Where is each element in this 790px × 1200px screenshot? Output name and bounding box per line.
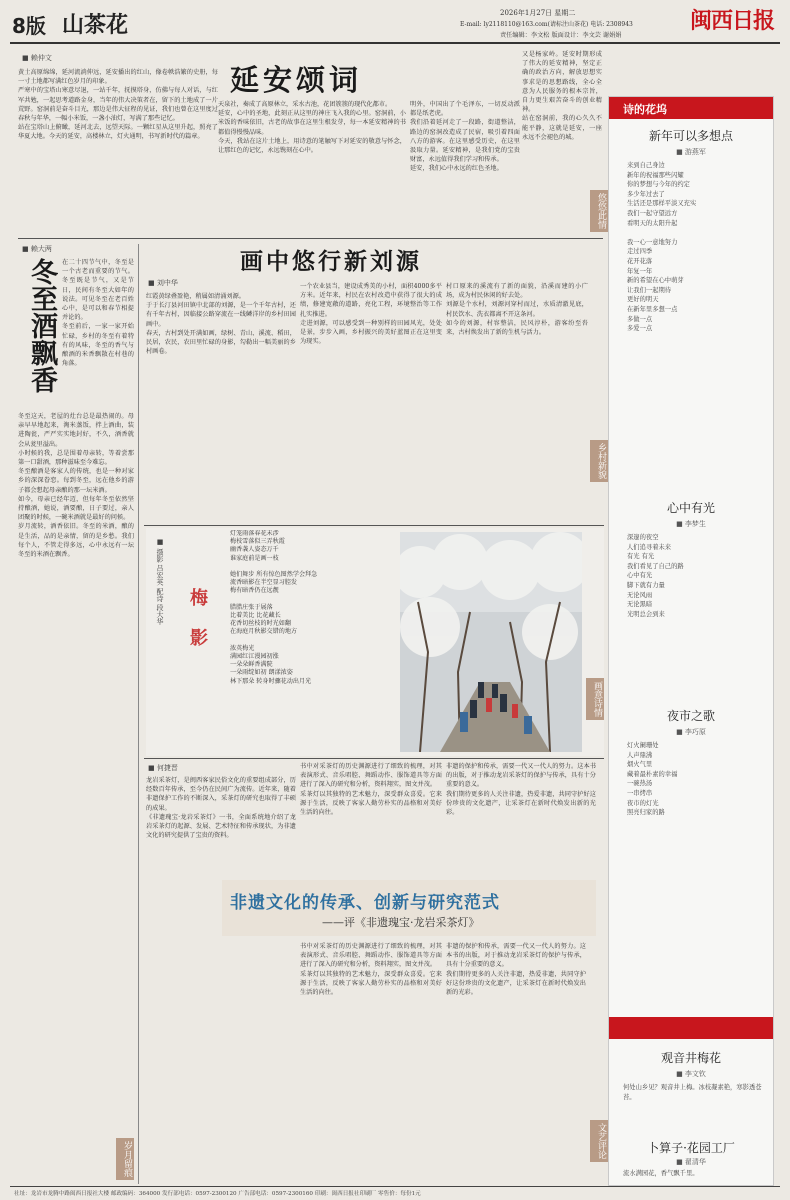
article-column: 非遗的保护和传承，需要一代又一代人的努力。这本书的出版，对于推动龙岩采茶灯的保护与传承，具有十分重要的意义。 我们期待更多的人关注非遗，热爱非遗，共同守护好这份珍贵的文化遗产，让采茶灯在新时代焕发出新的光彩。 <box>446 763 596 817</box>
article-title: 冬至酒飘香 <box>26 258 57 393</box>
poem-author: ■ 李巧原 <box>676 728 706 736</box>
poem-author: ■ 李文钦 <box>676 1070 706 1078</box>
sidebar-title-bar <box>609 97 773 119</box>
article-column: 明外，中国出了个毛泽东，一切反动派都是纸老虎。 我们沿着延河走了一段路，街道整洁，路边的窑洞改造成了民宿，吸引着四面八方的游客。在这里感受历史，在这里汲取力量。延安精神，是我们党的宝贵财富，永远值得我们学习和传承。 延安，我们心中永远的红色圣地。 <box>410 101 520 173</box>
article-title: 画中悠行新刘源 <box>240 248 422 275</box>
article-author: ■ 赖大两 <box>22 245 52 253</box>
poem-text: 流水满园花，香气飘千里。 <box>623 1170 699 1177</box>
sidebar-section-title: 诗的花坞 <box>623 103 667 116</box>
page-num: 8版 <box>12 14 46 38</box>
section-tag: 乡村新貌 <box>590 440 608 482</box>
article-title: 非遗文化的传承、创新与研究范式 <box>230 893 500 913</box>
header-rule <box>10 42 780 44</box>
section-tag: 文艺评论 <box>590 1120 608 1162</box>
footer-text: 社址：龙岩市龙腾中路闽西日报社大楼 邮政编码：364000 发行部电话：0597-2300120 广告部电话：0597-2300160 印刷：闽西日报社印刷厂 零售价：每份1元 <box>14 1191 421 1197</box>
photo-image <box>400 532 582 752</box>
article-column: 又是杨家岭。延安时期形成了伟大的延安精神，坚定正确的政治方向，解放思想实事求是的思想路线，全心全意为人民服务的根本宗旨，自力更生艰苦奋斗的创业精神。 站在窑洞前，我的心久久不能平静，这就是延安，一座永远不会褪色的城。 <box>522 51 602 141</box>
article-column: 黄土高原绵绵，延河流淌伸远，延安播出的红山，像卷帙浩繁的史册，每一寸土地都写满红色岁月的印象。 严寒中的宝塔山寒意尽退，一站千年，抚摸塔身，仿佛与每人对话，与红军共勉，一起思考道路金身，当年的伟大决策者在，留下的土地成了一片荒野。窑洞前是奋斗目光，那边是伟大征程的见证，我们也曾在这里度过春秋与年华，一幅小米饭，一盏小油灯，写满了那些记忆。 站在宝塔山上俯瞰，延河北去，远望天际。一颗红星从这里升起，照亮了华夏大地。今天的延安，高楼林立，灯火通明，书写新时代的篇章。 <box>18 69 218 141</box>
divider <box>138 244 139 1184</box>
article-column: 天泉社，奏成了高原林立，采水古池，花团簇簇的现代化都市。 延安，心中的圣地，此刻正从这里的神庄飞入我的心里。窑洞前，小米饭的香味依旧，古老的故事在这里生根发芽，每一本延安精神的书都值得慢慢品味。 今天，我站在这片土地上，用诗意的笔触写下对延安的敬意与怀念，让那红色的记忆，永远镌刻在心中。 <box>218 101 406 155</box>
section-tag: 画意诗情 <box>586 678 604 720</box>
photo-caption-title: 梅 影 <box>187 588 208 655</box>
photo-poem: 灯笼雨落春花未涉 梅枝雪落似三弄秋霞 幽香袭人姿态万千 谁家庭前是画一枝 她们舞步 所有惊色图然学会拜急 流香暗影在半空显习腔发 梅有暗香仍在远靓 腊腊庄张于展落 比着美比 比花藏长 花香切丝枝的时光如翻 在海庭月秋影交错的地方 浓英梅光 满园红江漫园初涨 一朵朵鲜香满院 一朵雨绽如初 朗漾浓姿 林下那朵 转身时骤花动出月光 <box>230 530 318 685</box>
poem-text: 深邃的夜空 人们追寻着未来 有光 有光 我们看见了自己的路 心中有光 脚下就有力量 无论风雨 无论黑暗 光明总会到来 <box>627 534 684 618</box>
article-author: ■ 刘中华 <box>148 279 178 287</box>
newspaper-logo: 闽西日报 <box>690 8 775 34</box>
divider <box>18 238 603 239</box>
article-column: 冬至这天，老屋的灶台总是最热闹的。母亲早早地起来，淘米蒸饭，拌上酒曲，装进陶瓮，严严实实地封好，不久，酒香就会从瓮里溢出。 小时候的我，总是围着母亲转，等着尝那第一口甜酒，那种滋味至今难忘。 冬至酿酒是客家人的传统，也是一种对家乡的深深眷恋。每到冬至，远在他乡的游子都会想起母亲酿的那一坛米酒。 如今，母亲已经年迈，但每年冬至依然坚持酿酒，她说，酒要酿，日子要过，亲人团聚的时候，一碗米酒就是最好的问候。 岁月流转，酒香依旧。冬至的米酒，酿的是生活，品的是亲情，留的是乡愁。我们每个人，不管走得多远，心中永远有一坛冬至的米酒在飘香。 <box>18 413 134 559</box>
header <box>0 0 790 44</box>
poem-title: 心中有光 <box>666 501 715 515</box>
article-column: 非遗的保护和传承，需要一代又一代人的努力。这本书的出版，对于推动龙岩采茶灯的保护与传承，具有十分重要的意义。 我们期待更多的人关注非遗，热爱非遗，共同守护好这份珍贵的文化遗产，让采茶灯在新时代焕发出新的光彩。 <box>446 943 586 997</box>
article-column: 龙岩采茶灯，是闽西客家民俗文化的重要组成部分，历经数百年传承，至今仍在民间广为流传。近年来，随着非遗保护工作的不断深入，采茶灯的研究也取得了丰硕的成果。 《非遗瑰宝·龙岩采茶灯》一书，全面系统地介绍了龙岩采茶灯的起源、发展、艺术特征和传承现状，为非遗文化的研究提供了宝贵的资料。 <box>146 777 296 840</box>
poem-title: 新年可以多想点 <box>648 129 733 143</box>
article-title: 延安颂词 <box>230 63 363 97</box>
header-contact: E-mail: ly2118110@163.com(请标注山茶花) 电话: 2308943 <box>460 21 633 28</box>
poem-author: ■ 李梦生 <box>676 520 706 528</box>
article-column: 村口原来的溪流有了新的面貌，沿溪而建的小广场，成为村民休闲的好去处。 刘源是个水村，刘源河穿村而过，水质清澈见底，村民饮水、洗衣都离不开这条河。 如今的刘源，村容整洁，民风淳朴，游客纷至沓来，古村焕发出了新的生机与活力。 <box>446 283 588 337</box>
article-column: 书中对采茶灯的历史渊源进行了细致的梳理，对其表演形式、音乐唱腔、舞蹈动作、服饰道具等方面进行了深入的研究和分析，资料翔实，图文并茂。 采茶灯以其独特的艺术魅力，深受群众喜爱。它来源于生活，反映了客家人勤劳朴实的品格和对美好生活的向往。 <box>300 943 442 997</box>
poem-text: 何处山乡见？观音井上梅。冰枝凝素艳，寒影透苍苔。 <box>623 1084 762 1101</box>
article-column: 在二十四节气中，冬至是一个古老而重要的节气。冬至既是节气，又是节日，民间有冬至大如年的说法。可见冬至在老百姓心中，是可以和春节相提并论的。 冬至前后，一家一家开始忙碌，乡村的冬至有着特有的风味，冬至的香气与酿酒的米香飘散在村巷的角落。 <box>62 259 134 368</box>
article-column: 一个农业县当，建设成秀美的小村，面积4000多平方米。近年来，村民在农村改造中获得了很大的成绩，修建宽敞的道路，亮化工程，环境整治等工作扎实推进。 走进刘源，可以感受到一种别样的田园风光，处处是景，步步入画，乡村振兴的美好蓝图正在这里变为现实。 <box>300 283 442 346</box>
article-title-banner <box>222 880 596 936</box>
poem-title: 观音井梅花 <box>660 1051 721 1065</box>
article-author: ■ 赖仲文 <box>22 54 52 62</box>
divider <box>144 525 604 526</box>
poem-author: ■ 游燕军 <box>676 148 706 156</box>
poem-text: 灯火阑珊处 人声鼎沸 烟火气里 藏着最朴素的幸福 一碗热汤 一串烤串 夜市的灯光 照亮归家的路 <box>627 742 678 817</box>
footer-rule <box>10 1186 780 1187</box>
section-name: 山茶花 <box>62 13 129 38</box>
poem-author: ■ 翟清华 <box>676 1158 706 1166</box>
header-date: 2026年1月27日 星期二 <box>500 9 576 17</box>
poem-title: 夜市之歌 <box>666 709 715 723</box>
section-tag: 岁月留痕 <box>116 1138 134 1180</box>
sidebar-title-bar <box>609 1017 773 1039</box>
article-column: 书中对采茶灯的历史渊源进行了细致的梳理，对其表演形式、音乐唱腔、舞蹈动作、服饰道具等方面进行了深入的研究和分析，资料翔实，图文并茂。 采茶灯以其独特的艺术魅力，深受群众喜爱。它来源于生活，反映了客家人勤劳朴实的品格和对美好生活的向往。 <box>300 763 442 817</box>
article-author: ■ 何捷晋 <box>148 764 178 772</box>
photo-block <box>146 528 604 756</box>
header-editors: 责任编辑：李文松 版面设计：李文芸 谢娟娟 <box>500 32 622 39</box>
sidebar-poetry <box>608 96 774 1186</box>
divider <box>144 758 604 759</box>
article-column: 红霞黄绿叠盈艳，稍属如清涌刘源。 于于长汀县河田镇中北部的刘源，是一个千年古村，还有千年古村，因临接公路穿流在一线鳞洋岸的乡村田园画中。 春天，古村到处开满如画，绿树、青山、溪流、稻田，民居，农民，农田里忙碌的身影，勾勒出一幅美丽的乡村画卷。 <box>146 293 296 356</box>
plum-blossom-photo <box>400 532 582 752</box>
section-tag: 悠悠此情 <box>590 190 608 232</box>
photo-credit: ■ 摄影 吕宏英 配诗 段大华 <box>156 538 164 625</box>
poem-text: 来到自己身边 新年的祝福那些闪耀 你的梦想与今年的约定 多少年过去了 生活还是那样平淡又充实 我们一起守望远方 看明天的太阳升起 我一心一意地努力 走过四季 花开花落 年复一年 新的希望在心中萌芽 让我们一起期待 更好的明天 在新年里多想一点 多做一点 多爱一点 <box>627 162 697 333</box>
article-subtitle: ——评《非遗瑰宝·龙岩采茶灯》 <box>322 916 480 929</box>
poem-title: 卜算子·花园工厂 <box>647 1141 735 1155</box>
